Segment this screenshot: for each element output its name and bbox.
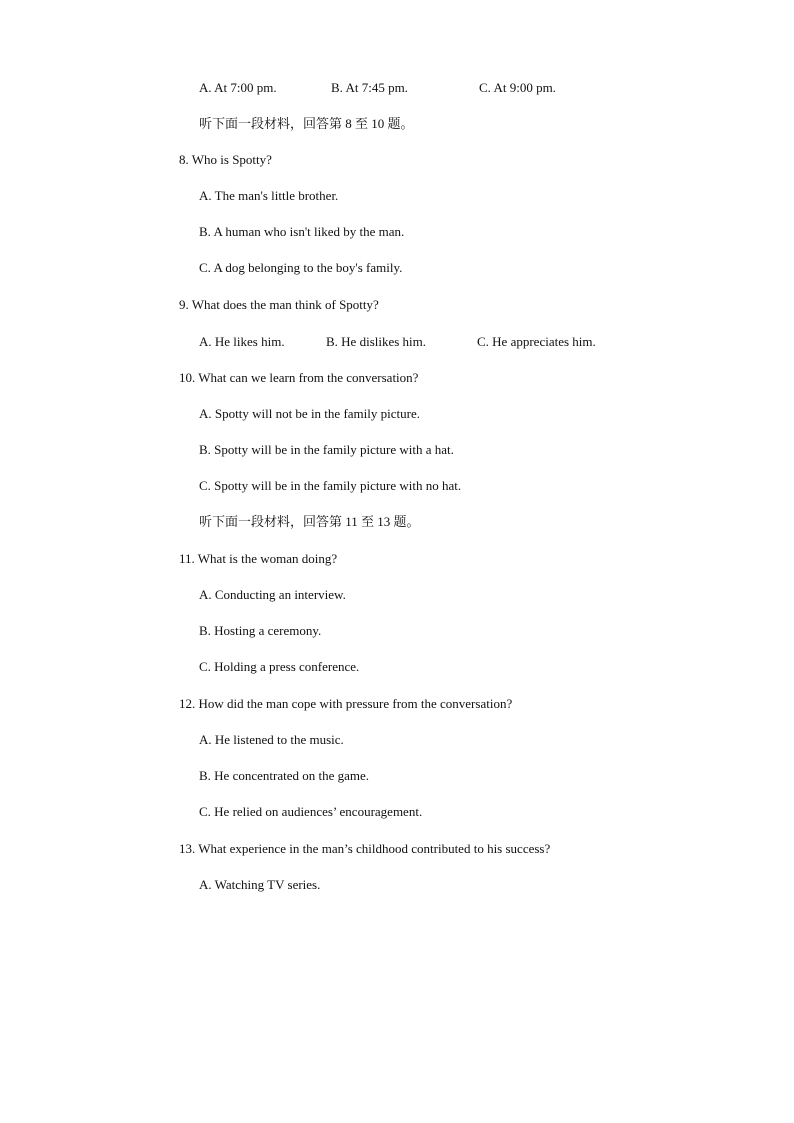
q11-option-b: B. Hosting a ceremony. — [199, 623, 322, 638]
q10-option-a: A. Spotty will not be in the family picture. — [199, 406, 420, 421]
q8-question: 8. Who is Spotty? — [179, 152, 272, 167]
q10-option-c: C. Spotty will be in the family picture with no hat. — [199, 478, 462, 493]
q7-option-a: A. At 7:00 pm. — [199, 80, 277, 95]
q12-option-a: A. He listened to the music. — [199, 732, 344, 747]
q11-question: 11. What is the woman doing? — [179, 551, 338, 566]
q12-option-c: C. He relied on audiences’ encouragement. — [199, 804, 423, 819]
q9-option-c: C. He appreciates him. — [477, 334, 596, 349]
q8-option-a: A. The man's little brother. — [199, 188, 339, 203]
q9-option-a: A. He likes him. — [199, 334, 285, 349]
q10-question: 10. What can we learn from the conversation? — [179, 370, 419, 385]
section-heading-8-10: 听下面一段材料，回答第 8 至 10 题。 — [199, 116, 414, 131]
q9-question: 9. What does the man think of Spotty? — [179, 297, 379, 312]
q9-option-b: B. He dislikes him. — [326, 334, 427, 349]
q7-option-b: B. At 7:45 pm. — [331, 80, 408, 95]
q7-option-c: C. At 9:00 pm. — [479, 80, 556, 95]
q12-option-b: B. He concentrated on the game. — [199, 768, 370, 783]
q11-option-a: A. Conducting an interview. — [199, 587, 346, 602]
q8-option-b: B. A human who isn't liked by the man. — [199, 224, 405, 239]
q13-question: 13. What experience in the man’s childhood contributed to his success? — [179, 841, 551, 856]
q11-option-c: C. Holding a press conference. — [199, 659, 360, 674]
section-heading-11-13: 听下面一段材料，回答第 11 至 13 题。 — [199, 514, 420, 529]
q12-question: 12. How did the man cope with pressure from the conversation? — [179, 696, 513, 711]
q8-option-c: C. A dog belonging to the boy's family. — [199, 260, 403, 275]
q13-option-a: A. Watching TV series. — [199, 877, 321, 892]
q10-option-b: B. Spotty will be in the family picture with a hat. — [199, 442, 454, 457]
